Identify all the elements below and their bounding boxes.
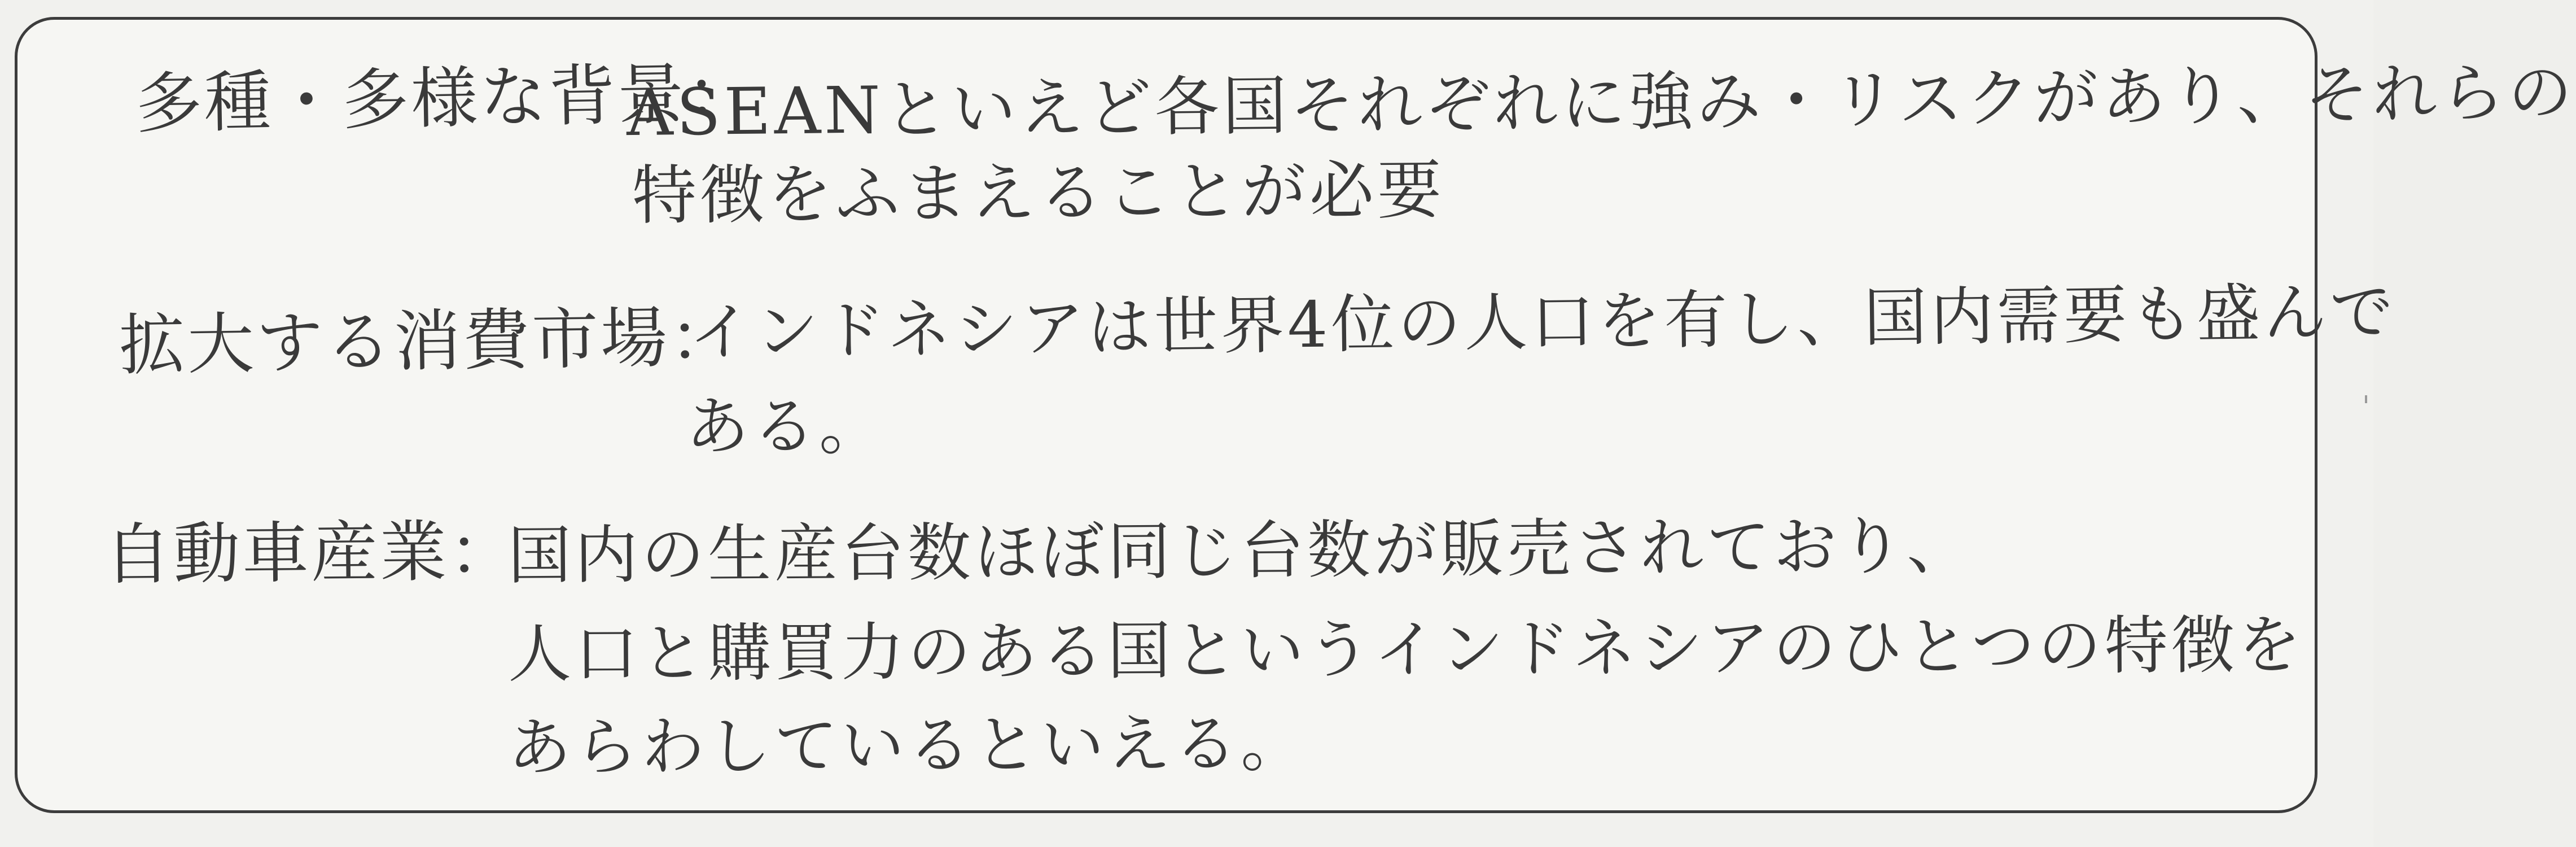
item-3-line-2: 人口と購買力のある国というインドネシアのひとつの特徴を <box>507 608 2305 692</box>
item-3-label: 自動車産業： <box>104 512 518 594</box>
item-2-line-2: ある。 <box>686 390 886 464</box>
item-3-line-1: 国内の生産台数ほぼ同じ台数が販売されており、 <box>507 509 1974 593</box>
item-1-line-1: ASEANといえど各国それぞれに強み・リスクがあり、それらの <box>626 54 2576 151</box>
item-3-line-3: あらわしているといえる。 <box>507 707 1308 785</box>
scan-speck <box>2365 395 2367 403</box>
item-1-line-2: 特徴をふまえることが必要 <box>632 152 1445 234</box>
item-2-label: 拡大する消費市場： <box>118 298 739 385</box>
item-1-label: 多種・多様な背景： <box>134 54 756 143</box>
item-2-line-1: インドネシアは世界4位の人口を有し、国内需要も盛んで <box>688 275 2397 370</box>
